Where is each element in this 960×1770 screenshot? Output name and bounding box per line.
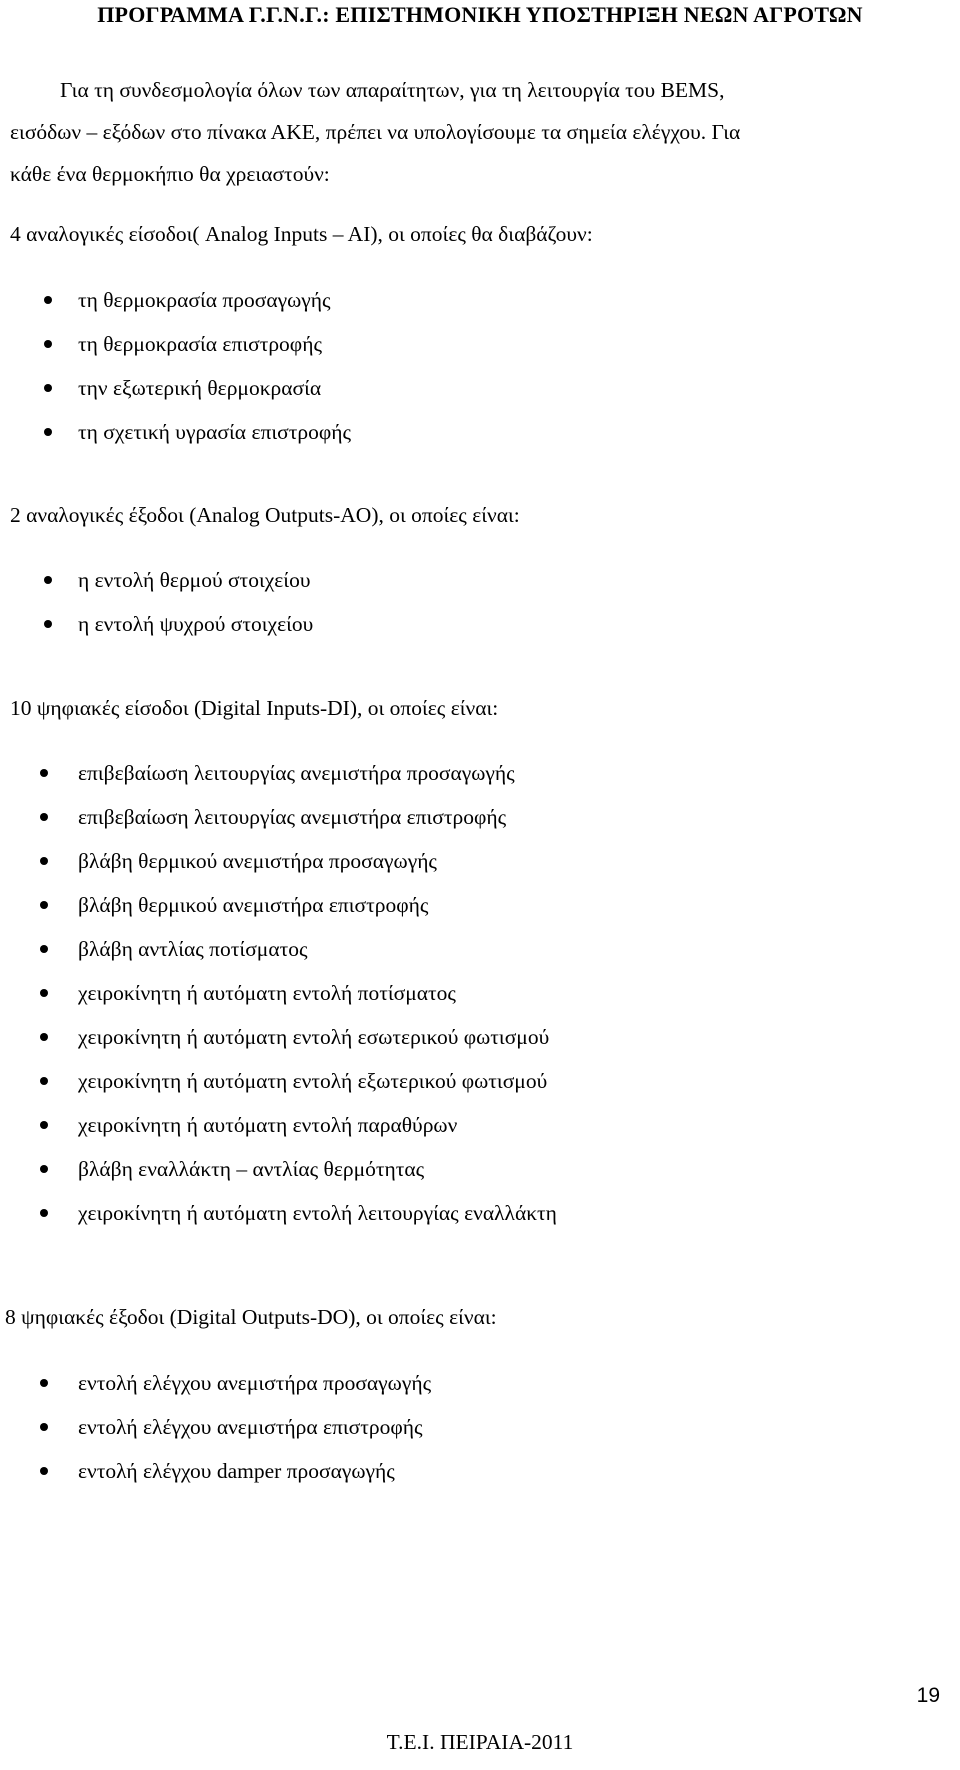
page-number: 19 [916,1684,940,1707]
bullet-icon [40,1165,48,1173]
intro-paragraph [10,69,950,195]
analog-outputs-label: 2 αναλογικές έξοδοι (Analog Outputs-AO), οι οποίες είναι: [10,503,520,527]
bullet-icon [40,857,48,865]
bullet-icon [40,901,48,909]
list-item-text: χειροκίνητη ή αυτόματη εντολή παραθύρων [78,1113,458,1137]
list-item-text: επιβεβαίωση λειτουργίας ανεμιστήρα προσαγωγής [78,761,515,785]
bullet-icon [40,1121,48,1129]
list-item-text: η εντολή θερμού στοιχείου [78,568,311,592]
intro-line-3: κάθε ένα θερμοκήπιο θα χρειαστούν: [10,162,330,186]
bullet-icon [40,945,48,953]
intro-line-1 [10,69,950,111]
bullet-icon [40,1033,48,1041]
list-item-text: την εξωτερική θερμοκρασία [78,376,322,400]
page-header: ΠΡΟΓΡΑΜΜΑ Γ.Γ.Ν.Γ.: ΕΠΙΣΤΗΜΟΝΙΚΗ ΥΠΟΣΤΗΡΙΞΗ ΝΕΩΝ ΑΓΡΟΤΩΝ [97,2,863,27]
list-item-text: τη θερμοκρασία επιστροφής [78,332,322,356]
list-item-text: επιβεβαίωση λειτουργίας ανεμιστήρα επιστροφής [78,805,507,829]
list-item-text: η εντολή ψυχρού στοιχείου [78,612,314,636]
list-item-text: εντολή ελέγχου damper προσαγωγής [78,1459,395,1483]
list-item-text: χειροκίνητη ή αυτόματη εντολή εσωτερικού φωτισμού [78,1025,550,1049]
list-item-text: βλάβη εναλλάκτη – αντλίας θερμότητας [78,1157,425,1181]
intro-line-2: εισόδων – εξόδων στο πίνακα ΑΚΕ, πρέπει να υπολογίσουμε τα σημεία ελέγχου. Για [10,120,741,144]
list-item-text: βλάβη αντλίας ποτίσματος [78,937,308,961]
list-item-text: τη σχετική υγρασία επιστροφής [78,420,351,444]
bullet-icon [40,1077,48,1085]
list-item-text: χειροκίνητη ή αυτόματη εντολή λειτουργίας εναλλάκτη [78,1201,557,1225]
list-item-text: εντολή ελέγχου ανεμιστήρα επιστροφής [78,1415,423,1439]
analog-inputs-label: 4 αναλογικές είσοδοι( Analog Inputs – AI), οι οποίες θα διαβάζουν: [10,222,593,246]
list-item-text: χειροκίνητη ή αυτόματη εντολή εξωτερικού φωτισμού [78,1069,548,1093]
bullet-icon [44,428,52,436]
digital-outputs-label: 8 ψηφιακές έξοδοι (Digital Outputs-DO), οι οποίες είναι: [5,1305,497,1329]
bullet-icon [40,1379,48,1387]
intro-line-1-text: Για τη συνδεσμολογία όλων των απαραίτητων, για τη λειτουργία του BEMS, [60,78,725,102]
list-item-text: βλάβη θερμικού ανεμιστήρα προσαγωγής [78,849,437,873]
list-item-text: βλάβη θερμικού ανεμιστήρα επιστροφής [78,893,429,917]
page-footer: Τ.Ε.Ι. ΠΕΙΡΑΙΑ-2011 [386,1730,574,1754]
bullet-icon [44,384,52,392]
bullet-icon [44,296,52,304]
list-item-text: εντολή ελέγχου ανεμιστήρα προσαγωγής [78,1371,432,1395]
bullet-icon [40,989,48,997]
bullet-icon [40,1209,48,1217]
bullet-icon [44,576,52,584]
bullet-icon [40,813,48,821]
digital-inputs-label: 10 ψηφιακές είσοδοι (Digital Inputs-DI), οι οποίες είναι: [10,696,499,720]
list-item-text: τη θερμοκρασία προσαγωγής [78,288,331,312]
bullet-icon [40,769,48,777]
bullet-icon [44,620,52,628]
list-item-text: χειροκίνητη ή αυτόματη εντολή ποτίσματος [78,981,456,1005]
bullet-icon [40,1467,48,1475]
bullet-icon [44,340,52,348]
bullet-icon [40,1423,48,1431]
